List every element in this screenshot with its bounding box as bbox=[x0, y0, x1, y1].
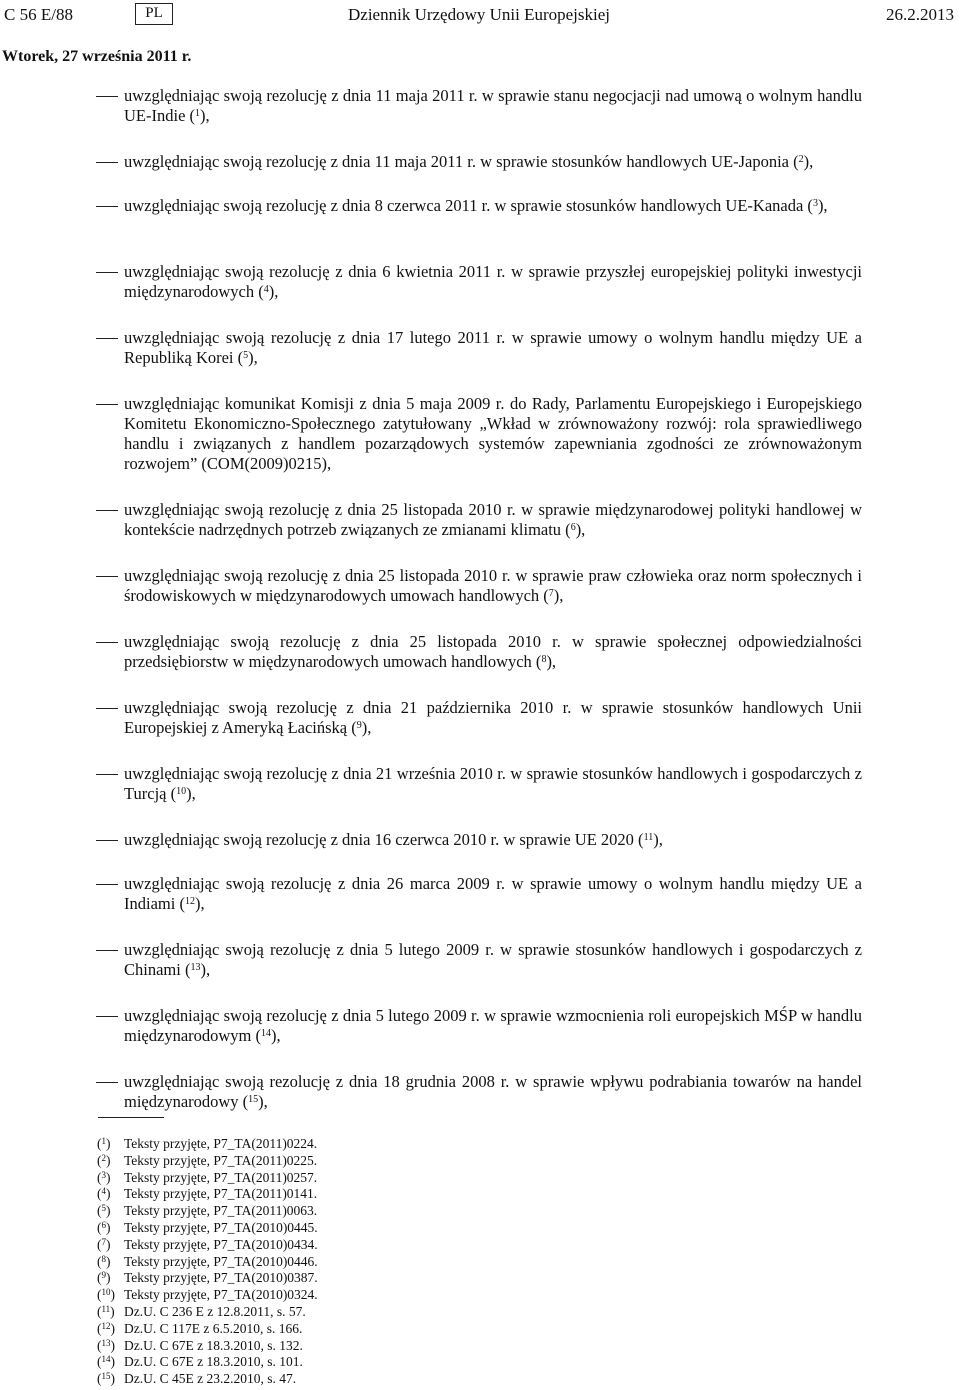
footnote-text: Teksty przyjęte, P7_TA(2011)0063. bbox=[124, 1203, 318, 1219]
citation-tail: ), bbox=[268, 282, 279, 301]
citation-body: uwzględniając swoją rezolucję z dnia 18 grudnia 2008 r. w sprawie wpływu podrabiania towarów na handel międzynarodowy ( bbox=[124, 1072, 862, 1111]
citation-tail: ), bbox=[653, 830, 663, 849]
citation-text bbox=[124, 698, 862, 738]
footnote-number: ($^8$) bbox=[97, 1253, 111, 1269]
citation-text bbox=[124, 500, 862, 540]
citation-tail: ), bbox=[575, 520, 586, 539]
footnote-ref[interactable]: 12 bbox=[184, 896, 195, 907]
footnote-number-value: 2 bbox=[101, 1152, 106, 1163]
footnote-separator bbox=[98, 1117, 164, 1118]
footnote-number: ($^{15}$) bbox=[97, 1371, 115, 1387]
em-dash-bullet bbox=[96, 576, 118, 577]
citation-tail: ), bbox=[200, 106, 210, 125]
footnote-number-value: 9 bbox=[101, 1270, 106, 1281]
citation-text bbox=[124, 1006, 862, 1046]
footnote-text: Teksty przyjęte, P7_TA(2010)0434. bbox=[124, 1236, 318, 1252]
citation-text bbox=[124, 196, 862, 216]
footnote-number: ($^3$) bbox=[97, 1169, 111, 1185]
em-dash-bullet bbox=[96, 1082, 118, 1083]
footnote-ref[interactable]: 8 bbox=[541, 654, 547, 665]
citation-tail: ), bbox=[194, 894, 205, 913]
citation-tail: ), bbox=[553, 586, 564, 605]
citation-tail: ), bbox=[258, 1092, 268, 1111]
footnote-number-value: 3 bbox=[101, 1169, 106, 1180]
footnote-ref[interactable]: 6 bbox=[570, 522, 576, 533]
footnote-number: ($^{13}$) bbox=[97, 1337, 115, 1353]
em-dash-bullet bbox=[96, 206, 118, 207]
footnote-text: Dz.U. C 67E z 18.3.2010, s. 101. bbox=[124, 1354, 303, 1370]
footnote-number-value: 7 bbox=[101, 1236, 106, 1247]
footnote-text: Teksty przyjęte, P7_TA(2011)0224. bbox=[124, 1136, 318, 1151]
citation-body: uwzględniając komunikat Komisji z dnia 5 maja 2009 r. do Rady, Parlamentu Europejskiego i Europejskiego Komitetu Ekonomiczno-Społecznego zatytułowany „Wkład w zrównoważony rozwój: rola sprawiedliwego handlu i związanych z handlem pozarządowych systemów zapewniania zgodności ze zrównoważonym rozwojem” (COM(2009)0215), bbox=[124, 394, 862, 473]
em-dash-bullet bbox=[96, 840, 118, 841]
citation-body: uwzględniając swoją rezolucję z dnia 21 października 2010 r. w sprawie stosunków handlowych Unii Europejskiej z Ameryką Łacińską ( bbox=[124, 698, 862, 737]
publication-date: 26.2.2013 bbox=[886, 5, 954, 24]
footnote-ref[interactable]: 1 bbox=[195, 108, 201, 119]
session-date: Wtorek, 27 września 2011 r. bbox=[2, 48, 192, 65]
citation-text bbox=[124, 328, 862, 368]
footnote-number: ($^9$) bbox=[97, 1270, 111, 1286]
citation-tail: ), bbox=[546, 652, 557, 671]
footnote-number-value: 11 bbox=[101, 1304, 111, 1314]
footnote-number: ($^5$) bbox=[97, 1203, 111, 1219]
footnote-text: Teksty przyjęte, P7_TA(2010)0445. bbox=[124, 1220, 318, 1235]
footnote-ref[interactable]: 15 bbox=[248, 1094, 259, 1105]
citation-text bbox=[124, 830, 862, 850]
citation-tail: ), bbox=[186, 784, 196, 803]
citation-body: uwzględniając swoją rezolucję z dnia 6 kwietnia 2011 r. w sprawie przyszłej europejskiej polityki inwestycji międzynarodowych ( bbox=[124, 262, 862, 301]
footnote-number: ($^7$) bbox=[97, 1236, 111, 1252]
footnote-number-value: 13 bbox=[101, 1337, 111, 1348]
language-badge: PL bbox=[135, 3, 173, 25]
citation-tail: ), bbox=[803, 152, 814, 171]
citation-body: uwzględniając swoją rezolucję z dnia 16 czerwca 2010 r. w sprawie UE 2020 ( bbox=[124, 830, 644, 849]
em-dash-bullet bbox=[96, 96, 118, 97]
citation-text bbox=[124, 566, 862, 606]
em-dash-bullet bbox=[96, 884, 118, 885]
footnote-ref[interactable]: 5 bbox=[243, 350, 249, 361]
em-dash-bullet bbox=[96, 338, 118, 339]
citation-text bbox=[124, 1072, 862, 1112]
citation-body: uwzględniając swoją rezolucję z dnia 5 lutego 2009 r. w sprawie stosunków handlowych i gospodarczych z Chinami ( bbox=[124, 940, 862, 979]
journal-reference: C 56 E/88 bbox=[4, 5, 73, 24]
citation-body: uwzględniając swoją rezolucję z dnia 25 listopada 2010 r. w sprawie praw człowieka oraz norm społecznych i środowiskowych w międzynarodowych umowach handlowych ( bbox=[124, 566, 862, 605]
em-dash-bullet bbox=[96, 1016, 118, 1017]
footnote-number-value: 10 bbox=[101, 1287, 111, 1298]
footnote-number: ($^{10}$) bbox=[97, 1287, 115, 1303]
footnote-text: Teksty przyjęte, P7_TA(2010)0387. bbox=[124, 1270, 318, 1286]
footnote-number: ($^2$) bbox=[97, 1152, 111, 1168]
citation-text bbox=[124, 394, 862, 474]
footnote-text: Dz.U. C 117E z 6.5.2010, s. 166. bbox=[124, 1320, 303, 1336]
footnote-text: Teksty przyjęte, P7_TA(2010)0324. bbox=[124, 1287, 318, 1303]
citation-tail: ), bbox=[817, 196, 828, 215]
citation-text bbox=[124, 86, 862, 126]
page-header bbox=[0, 2, 960, 30]
footnote-number-value: 8 bbox=[101, 1253, 106, 1264]
citation-body: uwzględniając swoją rezolucję z dnia 25 listopada 2010 r. w sprawie międzynarodowej polityki handlowej w kontekście nadrzędnych potrzeb związanych ze zmianami klimatu ( bbox=[124, 500, 862, 539]
citation-text bbox=[124, 632, 862, 672]
footnote-number: ($^{12}$) bbox=[97, 1320, 115, 1336]
citation-text bbox=[124, 262, 862, 302]
citation-tail: ), bbox=[248, 348, 258, 367]
footnote-number-value: 6 bbox=[101, 1220, 106, 1230]
em-dash-bullet bbox=[96, 404, 118, 405]
footnote-text: Dz.U. C 236 E z 12.8.2011, s. 57. bbox=[124, 1304, 306, 1319]
footnote-text: Teksty przyjęte, P7_TA(2011)0141. bbox=[124, 1186, 318, 1202]
footnote-ref[interactable]: 11 bbox=[643, 832, 654, 843]
footnote-ref[interactable]: 13 bbox=[190, 962, 201, 973]
footnote-text: Teksty przyjęte, P7_TA(2011)0225. bbox=[124, 1152, 318, 1168]
em-dash-bullet bbox=[96, 272, 118, 273]
citation-body: uwzględniając swoją rezolucję z dnia 21 września 2010 r. w sprawie stosunków handlowych i gospodarczych z Turcją ( bbox=[124, 764, 862, 803]
citation-text bbox=[124, 940, 862, 980]
em-dash-bullet bbox=[96, 708, 118, 709]
citation-body: uwzględniając swoją rezolucję z dnia 5 lutego 2009 r. w sprawie wzmocnienia roli europejskich MŚP w handlu międzynarodowym ( bbox=[124, 1006, 862, 1045]
footnote-number: ($^4$) bbox=[97, 1186, 111, 1202]
citation-text bbox=[124, 152, 862, 172]
footnote-number: ($^6$) bbox=[97, 1220, 111, 1235]
citation-body: uwzględniając swoją rezolucję z dnia 26 marca 2009 r. w sprawie umowy o wolnym handlu między UE a Indiami ( bbox=[124, 874, 862, 913]
footnote-text: Dz.U. C 67E z 18.3.2010, s. 132. bbox=[124, 1337, 303, 1353]
footnote-ref[interactable]: 2 bbox=[798, 154, 804, 165]
footnote-text: Teksty przyjęte, P7_TA(2011)0257. bbox=[124, 1169, 318, 1185]
citation-body: uwzględniając swoją rezolucję z dnia 11 maja 2011 r. w sprawie stosunków handlowych UE-Japonia ( bbox=[124, 152, 799, 171]
citation-body: uwzględniając swoją rezolucję z dnia 11 maja 2011 r. w sprawie stanu negocjacji nad umową o wolnym handlu UE-Indie ( bbox=[124, 86, 862, 125]
footnote-number: ($^{11}$) bbox=[97, 1304, 115, 1319]
footnote-number: ($^1$) bbox=[97, 1136, 111, 1151]
em-dash-bullet bbox=[96, 642, 118, 643]
footnote-ref[interactable]: 3 bbox=[812, 198, 818, 209]
footnote-ref[interactable]: 4 bbox=[263, 284, 269, 295]
footnote-number-value: 1 bbox=[101, 1136, 106, 1146]
footnote-text: Dz.U. C 45E z 23.2.2010, s. 47. bbox=[124, 1371, 297, 1387]
footnote-ref[interactable]: 14 bbox=[261, 1028, 272, 1039]
citation-text bbox=[124, 764, 862, 804]
footnote-number-value: 12 bbox=[101, 1320, 111, 1331]
citation-tail: ), bbox=[361, 718, 372, 737]
footnote-ref[interactable]: 7 bbox=[548, 588, 554, 599]
citation-body: uwzględniając swoją rezolucję z dnia 25 listopada 2010 r. w sprawie społecznej odpowiedzialności przedsiębiorstw w międzynarodowych umowach handlowych ( bbox=[124, 632, 862, 671]
em-dash-bullet bbox=[96, 774, 118, 775]
footnote-number: ($^{14}$) bbox=[97, 1354, 115, 1370]
citation-tail: ), bbox=[200, 960, 211, 979]
citation-body: uwzględniając swoją rezolucję z dnia 17 lutego 2011 r. w sprawie umowy o wolnym handlu między UE a Republiką Korei ( bbox=[124, 328, 862, 367]
citation-body: uwzględniając swoją rezolucję z dnia 8 czerwca 2011 r. w sprawie stosunków handlowych UE-Kanada ( bbox=[124, 196, 813, 215]
em-dash-bullet bbox=[96, 950, 118, 951]
citation-tail: ), bbox=[271, 1026, 281, 1045]
footnote-ref[interactable]: 9 bbox=[356, 720, 362, 731]
em-dash-bullet bbox=[96, 510, 118, 511]
citation-text bbox=[124, 874, 862, 914]
footnote-number-value: 4 bbox=[101, 1186, 106, 1197]
footnote-number-value: 14 bbox=[101, 1354, 111, 1365]
footnote-text: Teksty przyjęte, P7_TA(2010)0446. bbox=[124, 1253, 318, 1269]
footnote-number-value: 5 bbox=[101, 1203, 106, 1214]
footnote-number-value: 15 bbox=[101, 1371, 111, 1382]
em-dash-bullet bbox=[96, 162, 118, 163]
footnote-ref[interactable]: 10 bbox=[176, 786, 187, 797]
journal-title: Dziennik Urzędowy Unii Europejskiej bbox=[348, 5, 611, 24]
